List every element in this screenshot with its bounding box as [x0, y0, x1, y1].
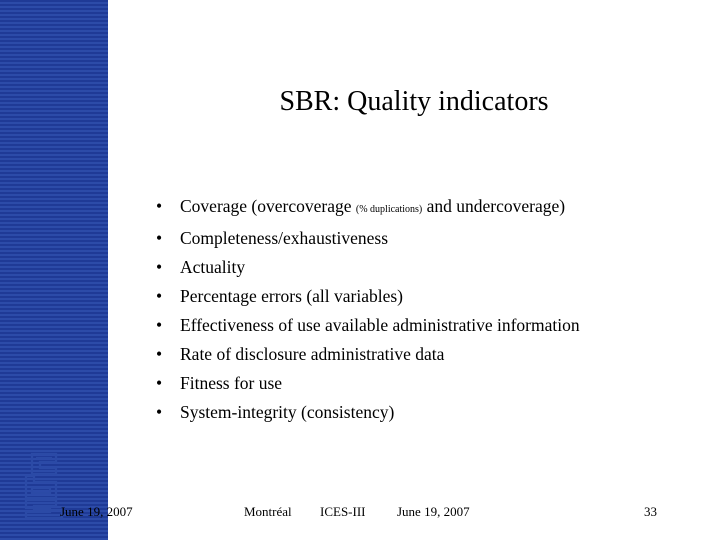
bullet-text: Effectiveness of use available administrative information	[180, 315, 580, 335]
bullet-list	[156, 192, 580, 427]
bullet-text: Coverage (overcoverage	[180, 196, 356, 216]
bullet-dot: •	[156, 228, 163, 248]
bullet-text: Fitness for use	[180, 373, 283, 393]
bullet-text: Rate of disclosure administrative data	[180, 344, 445, 364]
bullet-text: Percentage errors (all variables)	[180, 286, 404, 306]
footer-location: Montréal	[244, 504, 292, 519]
bullet-text: System-integrity (consistency)	[180, 402, 395, 422]
bullet-dot: •	[156, 344, 163, 364]
footer-date: June 19, 2007	[397, 504, 470, 519]
bullet-item	[156, 224, 580, 253]
bullet-dot: •	[156, 286, 163, 306]
footer-conference: ICES-III	[320, 504, 366, 519]
bullet-text: Actuality	[180, 257, 246, 277]
page-number: 33	[644, 504, 657, 519]
bullet-item	[156, 282, 580, 311]
slide-title: SBR: Quality indicators	[279, 86, 549, 117]
bullet-dot: •	[156, 402, 163, 422]
bullet-item	[156, 192, 580, 224]
sidebar-date: June 19, 2007	[60, 504, 133, 519]
bullet-small-text: (% duplications)	[355, 204, 423, 215]
bullet-dot: •	[156, 315, 163, 335]
bullet-item	[156, 311, 580, 340]
bullet-text: Completeness/exhaustiveness	[180, 228, 389, 248]
bullet-dot: •	[156, 196, 163, 216]
bullet-item	[156, 369, 580, 398]
bullet-text-end: and undercoverage)	[422, 196, 566, 216]
bullet-item	[156, 398, 580, 427]
bullet-item	[156, 253, 580, 282]
bullet-dot: •	[156, 257, 163, 277]
bullet-item	[156, 340, 580, 369]
bullet-dot: •	[156, 373, 163, 393]
